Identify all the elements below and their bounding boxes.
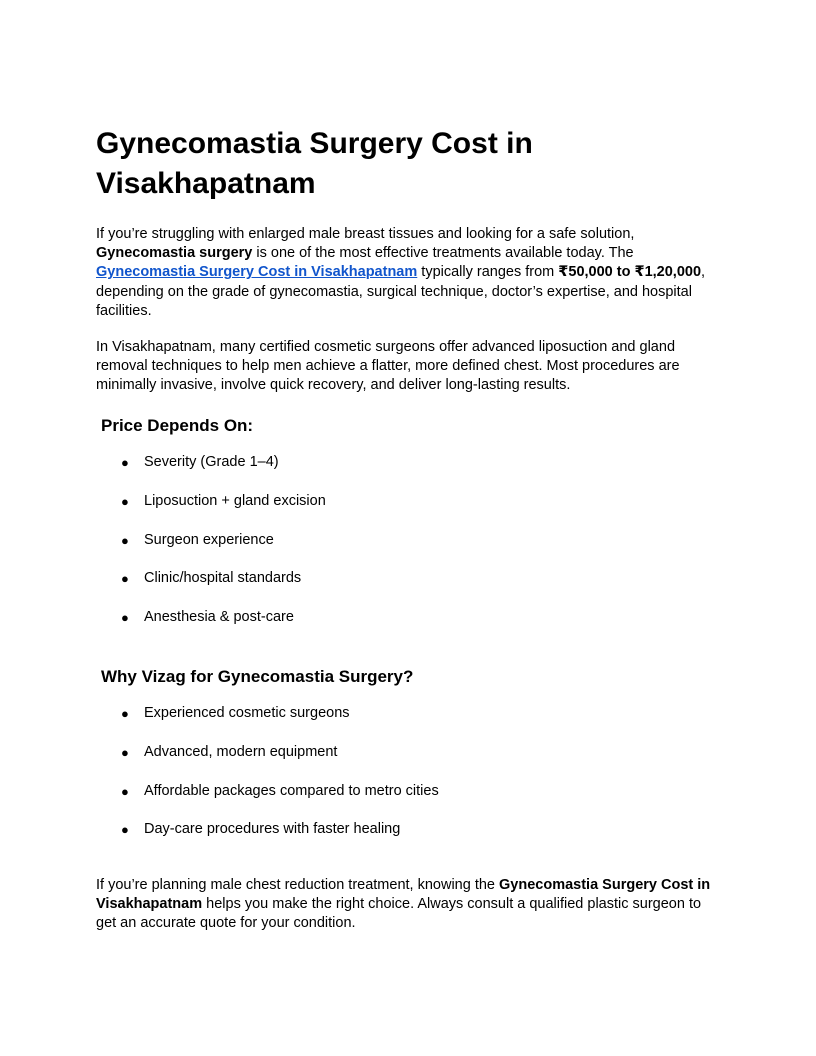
cost-link[interactable]: Gynecomastia Surgery Cost in Visakhapatnam (96, 264, 418, 281)
list-item (96, 820, 720, 859)
list-item-text: Experienced cosmetic surgeons (144, 705, 350, 721)
list-item-text: Day-care procedures with faster healing (144, 821, 401, 838)
list-item-text: Affordable packages compared to metro cities (144, 782, 439, 799)
page-title: Gynecomastia Surgery Cost in Visakhapatnam (96, 127, 533, 200)
bullet-icon: ● (121, 783, 129, 799)
bullet-icon: ● (121, 493, 129, 509)
body-paragraph: In Visakhapatnam, many certified cosmetic surgeons offer advanced liposuction and gland removal techniques to help men achieve a flatter, more defined chest. Most procedures are minimally invasive, involve quick recovery, and deliver long-lasting results. (96, 339, 680, 394)
list-item-text: Surgeon experience (144, 531, 274, 548)
intro-text-3: typically ranges from (417, 264, 559, 281)
list-item (96, 608, 720, 647)
list-item (96, 704, 720, 743)
list-item (96, 782, 720, 821)
bullet-icon: ● (121, 706, 129, 721)
price-factors-list (96, 453, 720, 647)
bullet-icon: ● (121, 744, 129, 760)
list-item (96, 492, 720, 531)
list-item (96, 569, 720, 608)
bullet-icon: ● (121, 532, 129, 548)
price-section-heading: Price Depends On: (101, 416, 254, 435)
conclusion-text-1: If you’re planning male chest reduction treatment, knowing the (96, 877, 500, 893)
list-item (96, 531, 720, 570)
price-range: ₹50,000 to ₹1,20,000 (558, 264, 702, 281)
conclusion-bold-term: Gynecomastia Surgery Cost in Visakhapatnam (96, 877, 711, 913)
list-item-text: Advanced, modern equipment (144, 743, 338, 760)
list-item-text: Clinic/hospital standards (144, 570, 302, 587)
list-item (96, 453, 720, 492)
intro-text-2: is one of the most effective treatments available today. The (252, 245, 634, 262)
conclusion-text-2: helps you make the right choice. Always consult a qualified plastic surgeon to get an accurate quote for your condition. (96, 896, 702, 932)
bullet-icon: ● (121, 455, 129, 470)
why-section-heading: Why Vizag for Gynecomastia Surgery? (101, 667, 414, 686)
intro-text-4: , depending on the grade of gynecomastia, surgical technique, doctor’s expertise, and hospital facilities. (96, 264, 706, 319)
intro-paragraph (96, 225, 720, 321)
why-vizag-list (96, 704, 720, 859)
list-item-text: Severity (Grade 1–4) (144, 454, 279, 470)
conclusion-paragraph (96, 876, 720, 934)
bullet-icon: ● (121, 822, 129, 838)
intro-bold-term: Gynecomastia surgery (96, 245, 253, 262)
list-item (96, 743, 720, 782)
intro-text-1: If you’re struggling with enlarged male breast tissues and looking for a safe solution, (96, 226, 635, 242)
list-item-text: Liposuction + gland excision (144, 492, 326, 509)
bullet-icon: ● (121, 610, 129, 626)
list-item-text: Anesthesia & post-care (144, 609, 294, 626)
bullet-icon: ● (121, 571, 129, 587)
